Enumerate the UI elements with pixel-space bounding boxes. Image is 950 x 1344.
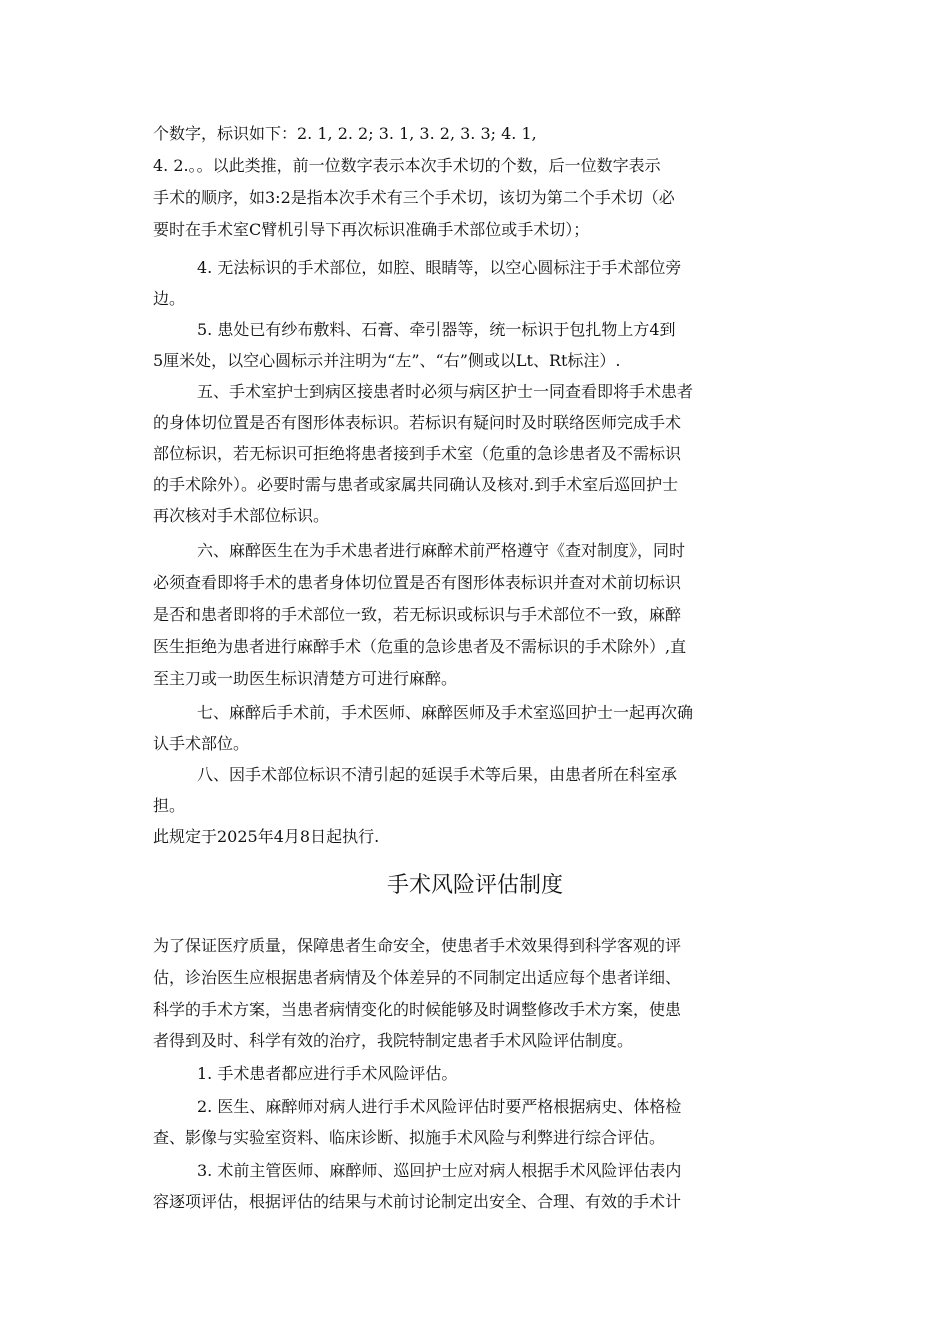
body-line: 为了保证医疗质量，保障患者生命安全，使患者手术效果得到科学客观的评 — [153, 936, 682, 955]
body-line: 五、手术室护士到病区接患者时必须与病区护士一同查看即将手术患者 — [197, 382, 694, 401]
body-line: 4. 无法标识的手术部位，如腔、眼睛等，以空心圆标注于手术部位旁 — [197, 258, 682, 277]
body-line: 的身体切位置是否有图形体表标识。若标识有疑问时及时联络医师完成手术 — [153, 413, 682, 432]
body-line: 再次核对手术部位标识。 — [153, 506, 330, 525]
body-line: 容逐项评估，根据评估的结果与术前讨论制定出安全、合理、有效的手术计 — [153, 1192, 682, 1211]
body-line: 边。 — [153, 289, 186, 308]
body-line: 医生拒绝为患者进行麻醉手术（危重的急诊患者及不需标识的手术除外）,直 — [153, 637, 687, 656]
body-line: 个数字，标识如下：2. 1, 2. 2; 3. 1, 3. 2, 3. 3; 4. 1, — [153, 124, 537, 143]
body-line: 2. 医生、麻醉师对病人进行手术风险评估时要严格根据病史、体格检 — [197, 1097, 682, 1116]
body-line: 至主刀或一助医生标识清楚方可进行麻醉。 — [153, 669, 458, 688]
body-line: 担。 — [153, 796, 186, 815]
body-line: 科学的手术方案，当患者病情变化的时候能够及时调整修改手术方案，使患 — [153, 1000, 682, 1019]
body-line: 认手术部位。 — [153, 734, 250, 753]
body-line: 估，诊治医生应根据患者病情及个体差异的不同制定出适应每个患者详细、 — [153, 968, 682, 987]
body-line: 八、因手术部位标识不清引起的延误手术等后果，由患者所在科室承 — [197, 765, 678, 784]
body-line: 者得到及时、科学有效的治疗，我院特制定患者手术风险评估制度。 — [153, 1031, 634, 1050]
body-line: 1. 手术患者都应进行手术风险评估。 — [197, 1064, 458, 1083]
body-line: 的手术除外）。必要时需与患者或家属共同确认及核对.到手术室后巡回护士 — [153, 475, 679, 494]
body-line: 5. 患处已有纱布敷料、石膏、牵引器等，统一标识于包扎物上方4到 — [197, 320, 676, 339]
body-line: 要时在手术室C臂机引导下再次标识准确手术部位或手术切）； — [153, 220, 590, 239]
body-line: 手术的顺序，如3:2是指本次手术有三个手术切，该切为第二个手术切（必 — [153, 188, 675, 207]
body-line: 此规定于2025年4月8日起执行. — [153, 827, 380, 846]
body-line: 5厘米处，以空心圆标示并注明为“左”、“右”侧或以Lt、Rt标注）. — [153, 351, 621, 370]
body-line: 七、麻醉后手术前，手术医师、麻醉医师及手术室巡回护士一起再次确 — [197, 703, 694, 722]
body-line: 3. 术前主管医师、麻醉师、巡回护士应对病人根据手术风险评估表内 — [197, 1161, 682, 1180]
body-line: 查、影像与实验室资料、临床诊断、拟施手术风险与利弊进行综合评估。 — [153, 1128, 666, 1147]
body-line: 是否和患者即将的手术部位一致，若无标识或标识与手术部位不一致，麻醉 — [153, 605, 682, 624]
body-line: 4. 2.。。以此类推，前一位数字表示本次手术切的个数，后一位数字表示 — [153, 156, 661, 175]
body-line: 六、麻醉医生在为手术患者进行麻醉术前严格遵守《查对制度》，同时 — [197, 541, 686, 560]
body-line: 必须查看即将手术的患者身体切位置是否有图形体表标识并查对术前切标识 — [153, 573, 682, 592]
body-line: 部位标识，若无标识可拒绝将患者接到手术室（危重的急诊患者及不需标识 — [153, 444, 682, 463]
section-title: 手术风险评估制度 — [386, 873, 563, 898]
